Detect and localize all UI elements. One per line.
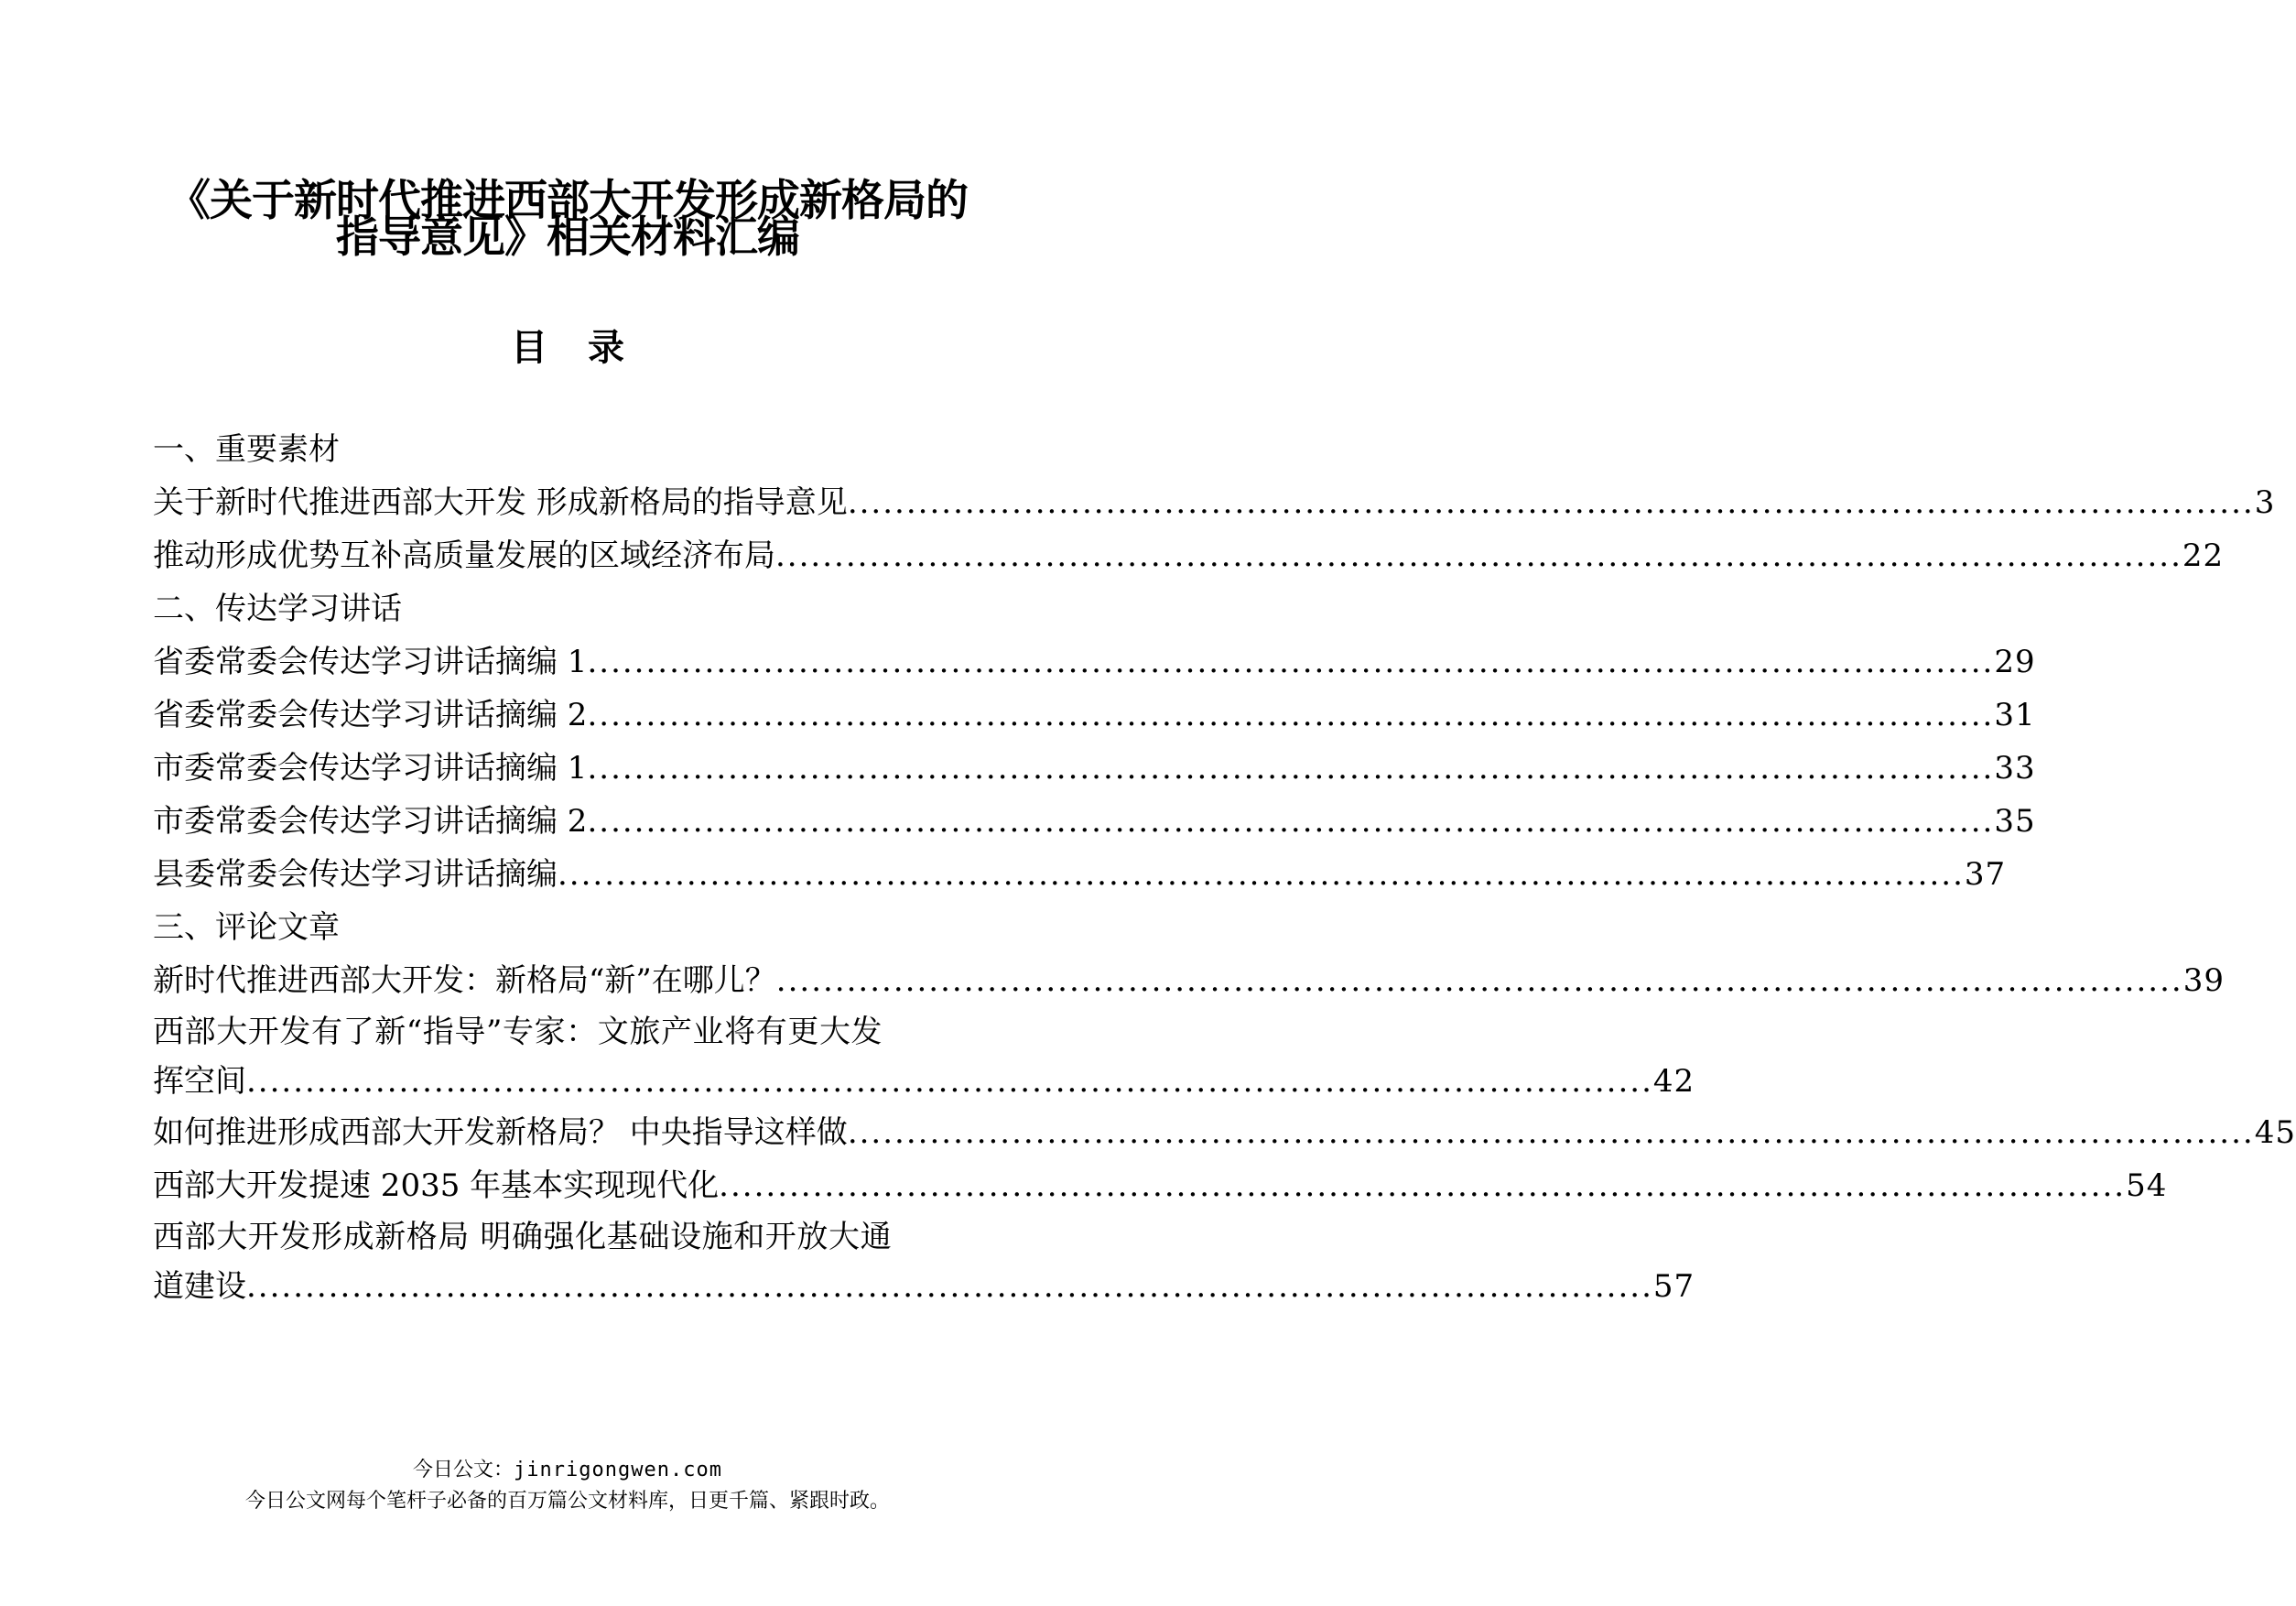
- toc-entry-page: 35: [1994, 803, 2036, 840]
- toc-entry[interactable]: [153, 1007, 1695, 1106]
- toc-entry-label: 省委常委会传达学习讲话摘编 2: [153, 697, 588, 733]
- toc-entry[interactable]: [153, 742, 2036, 795]
- title-line-2: 指导意见》相关材料汇编: [336, 212, 799, 263]
- toc-entry-page: 57: [1652, 1268, 1695, 1305]
- toc-entry-label-continued: 道建设: [153, 1268, 246, 1305]
- toc-section-heading: 三、评论文章: [153, 909, 340, 946]
- toc-heading: 目录: [511, 326, 665, 369]
- footer-tagline: 今日公文网每个笔杆子必备的百万篇公文材料库，日更千篇、紧跟时政。: [244, 1490, 890, 1513]
- toc-entry-page: 22: [2182, 537, 2225, 574]
- toc-entry-label: 市委常委会传达学习讲话摘编 2: [153, 803, 588, 840]
- toc-entry[interactable]: [153, 795, 2036, 848]
- table-of-contents: [153, 423, 2296, 1311]
- toc-entry-page: 42: [1652, 1063, 1695, 1100]
- toc-leader-dots: ........................................................................................................................: [775, 962, 2183, 999]
- toc-leader-dots: ........................................................................................................................: [847, 1114, 2255, 1151]
- toc-leader-dots: ........................................................................................................................: [719, 1167, 2127, 1204]
- title-line-1: 《关于新时代推进西部大开发形成新格局的: [168, 176, 968, 226]
- toc-entry[interactable]: [153, 1212, 1695, 1311]
- toc-leader-dots: ........................................................................................................................: [847, 484, 2255, 521]
- toc-entry[interactable]: [153, 1106, 2296, 1159]
- toc-entry-continuation: [153, 1262, 1695, 1311]
- toc-entry[interactable]: [153, 1159, 2168, 1212]
- footer-site-line: [0, 1454, 1135, 1482]
- toc-leader-dots: ........................................................................................................................: [246, 1268, 1653, 1305]
- toc-entry-page: 39: [2182, 962, 2225, 999]
- toc-entry-label: 县委常委会传达学习讲话摘编: [153, 856, 558, 893]
- document-title: [137, 176, 998, 263]
- toc-entry[interactable]: [153, 635, 2036, 689]
- toc-leader-dots: ........................................................................................................................: [587, 644, 1995, 680]
- toc-entry[interactable]: [153, 476, 2276, 529]
- toc-entry-label: 西部大开发形成新格局 明确强化基础设施和开放大通: [153, 1219, 893, 1255]
- toc-entry-label: 西部大开发有了新“指导”专家：文旅产业将有更大发: [153, 1014, 883, 1050]
- toc-entry-label: 关于新时代推进西部大开发 形成新格局的指导意见: [153, 484, 848, 521]
- toc-entry-page: 33: [1994, 750, 2036, 787]
- toc-leader-dots: ........................................................................................................................: [775, 537, 2182, 574]
- toc-entry-label-continued: 挥空间: [153, 1063, 246, 1100]
- toc-entry[interactable]: [153, 529, 2225, 582]
- toc-section-heading: 二、传达学习讲话: [153, 591, 402, 627]
- toc-leader-dots: ........................................................................................................................: [587, 697, 1995, 733]
- toc-entry-label: 如何推进形成西部大开发新格局？ 中央指导这样做: [153, 1114, 848, 1151]
- toc-entry-label: 推动形成优势互补高质量发展的区域经济布局: [153, 537, 775, 574]
- toc-section-heading: 一、重要素材: [153, 431, 340, 468]
- toc-leader-dots: ........................................................................................................................: [587, 803, 1995, 840]
- toc-entry-label: 市委常委会传达学习讲话摘编 1: [153, 750, 588, 787]
- toc-entry-page: 31: [1994, 697, 2036, 733]
- toc-leader-dots: ........................................................................................................................: [558, 856, 1965, 893]
- toc-entry-page: 29: [1994, 644, 2036, 680]
- toc-leader-dots: ........................................................................................................................: [587, 750, 1995, 787]
- toc-entry-label: 西部大开发提速 2035 年基本实现现代化: [153, 1167, 720, 1204]
- toc-entry-page: 37: [1964, 856, 2007, 893]
- toc-entry[interactable]: [153, 689, 2036, 742]
- toc-entry-page: 3: [2254, 484, 2276, 521]
- footer-site-link[interactable]: jinrigongwen.com: [514, 1459, 722, 1481]
- footer-site-label: 今日公文：: [413, 1459, 514, 1481]
- toc-entry[interactable]: [153, 954, 2225, 1007]
- toc-entry-page: 54: [2126, 1167, 2168, 1204]
- toc-entry[interactable]: [153, 848, 2007, 901]
- toc-leader-dots: ........................................................................................................................: [246, 1063, 1653, 1100]
- toc-entry-page: 45: [2254, 1114, 2296, 1151]
- toc-entry-label: 新时代推进西部大开发：新格局“新”在哪儿？: [153, 962, 776, 999]
- toc-entry-label: 省委常委会传达学习讲话摘编 1: [153, 644, 588, 680]
- toc-entry-continuation: [153, 1057, 1695, 1106]
